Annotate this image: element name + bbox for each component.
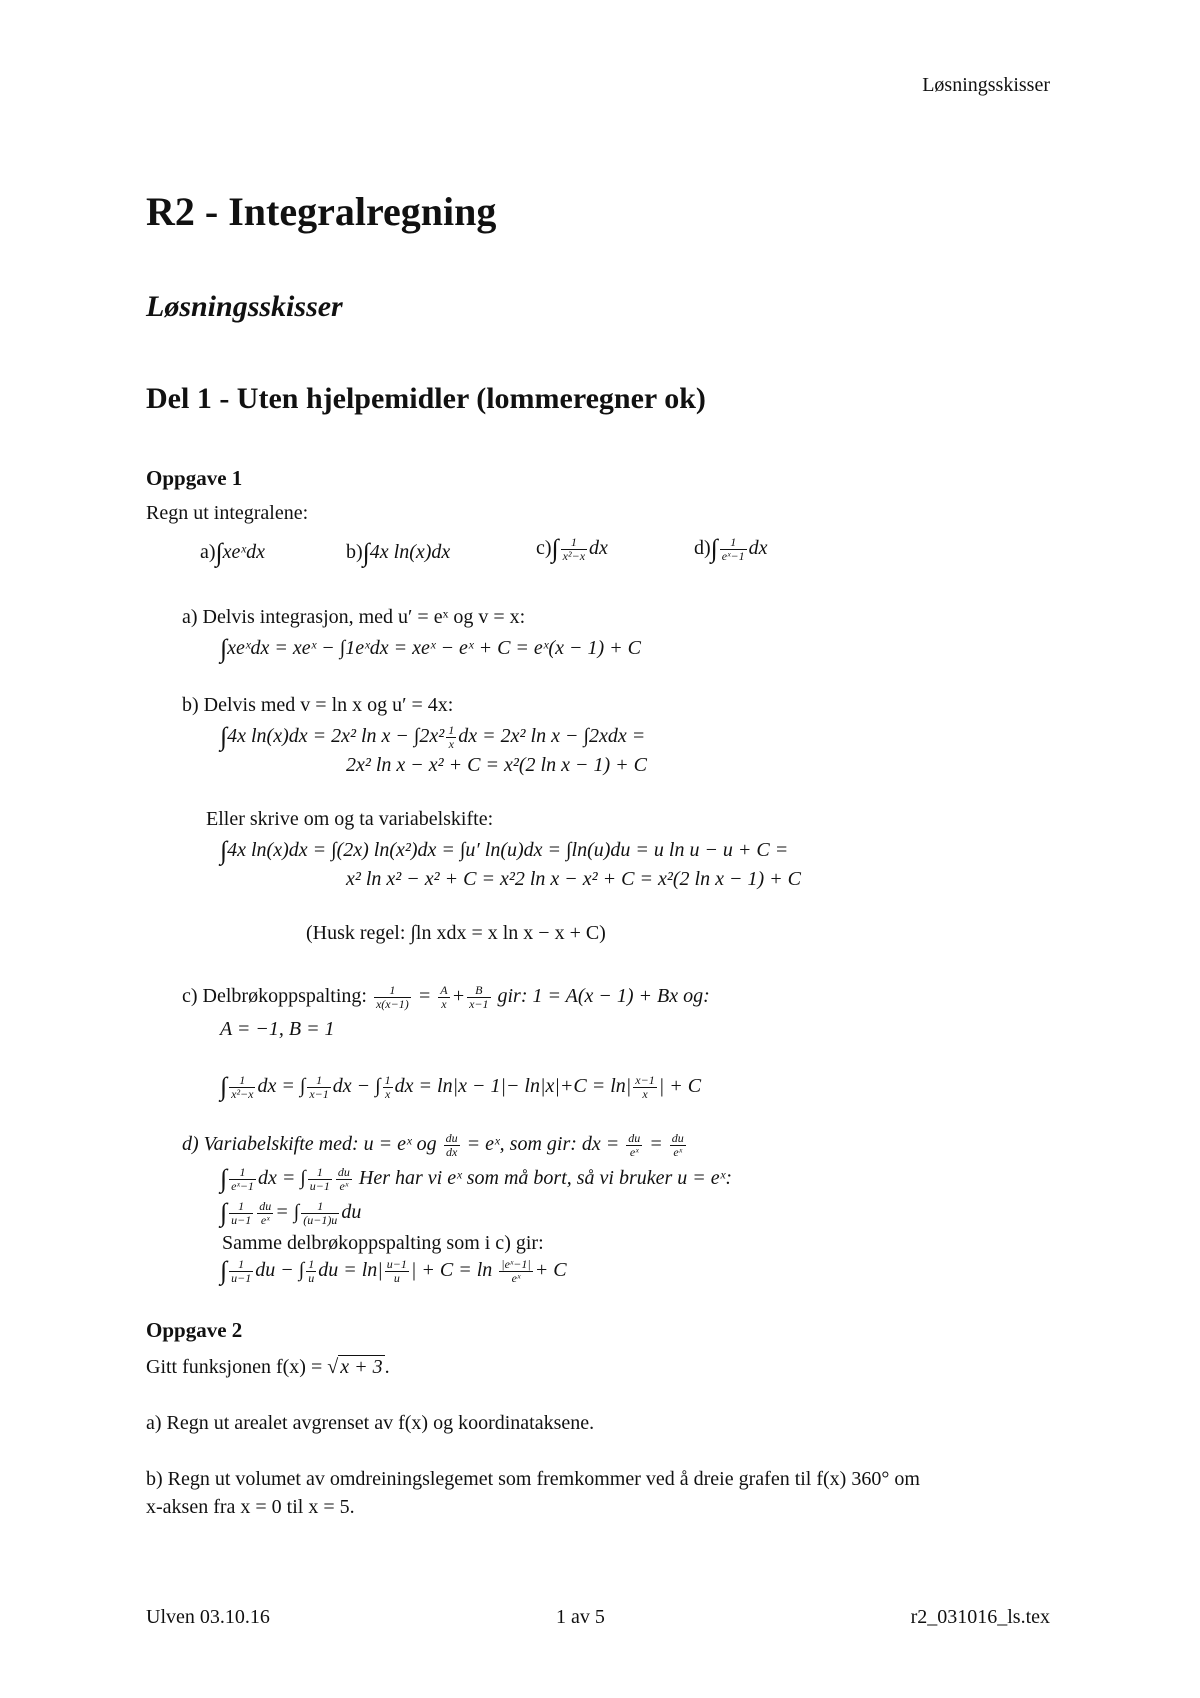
solution-a-line1: ∫xeˣdx = xeˣ − ∫1eˣdx = xeˣ − eˣ + C = eˣ(x − 1) + C xyxy=(220,634,641,663)
task2-intro: Gitt funksjonen f(x) = √ x + 3 . xyxy=(146,1356,390,1378)
solution-c-line1: ∫ $\frac{1}{\text{x²−x}}$ dx = ∫ $\frac{1}{x-1}$ dx − ∫ $\frac{1}{x}$ dx = ln|x − 1|− ln|x|+C = ln| $\frac{x-1}{x}$ | + C xyxy=(220,1072,702,1101)
solution-d-line2: ∫ $\frac{1}{u-1}$ $\frac{du}{\text{eˣ}}$ = ∫ $\frac{1}{(u-1)u}$ du xyxy=(220,1198,362,1227)
task1-intro: Regn ut integralene: xyxy=(146,502,309,524)
solution-d-text: d) Variabelskifte med: u = eˣ og $\frac{du}{dx}$ = eˣ, som gir: dx = $\frac{du}{\text{eˣ}}$ = $\frac{du}{\text{eˣ}}$ xyxy=(182,1131,684,1159)
solution-d-line3: Samme delbrøkoppspalting som i c) gir: xyxy=(222,1232,544,1254)
footer-page-number: 1 av 5 xyxy=(556,1606,605,1628)
task1-item-c: c)∫ $\frac{1}{\text{x²−x}}$ dx xyxy=(536,534,608,563)
solution-b-line1: ∫4x ln(x)dx = 2x² ln x − ∫2x² $\frac{1}{x}$ dx = 2x² ln x − ∫2xdx = xyxy=(220,722,646,751)
solution-c-text: c) Delbrøkoppspalting: $\frac{1}{x(x-1)}$ = $\frac{A}{x}$ + $\frac{B}{x-1}$ gir: 1 = A(x − 1) + Bx og: xyxy=(182,983,710,1011)
solution-b-text: b) Delvis med v = ln x og u′ = 4x: xyxy=(182,694,454,716)
task2-heading: Oppgave 2 xyxy=(146,1318,243,1342)
task2-a: a) Regn ut arealet avgrenset av f(x) og koordinataksene. xyxy=(146,1412,595,1434)
task2-b-line2: x-aksen fra x = 0 til x = 5. xyxy=(146,1496,355,1518)
solution-b-alt-line2: x² ln x² − x² + C = x²2 ln x − x² + C = x²(2 ln x − 1) + C xyxy=(346,868,801,890)
solution-d-line1: ∫ $\frac{1}{\text{eˣ−1}}$ dx = ∫ $\frac{1}{u-1}$ $\frac{du}{\text{eˣ}}$ Her har vi eˣ som må bort, så vi bruker u = eˣ: xyxy=(220,1164,732,1193)
solution-c-constants: A = −1, B = 1 xyxy=(220,1018,335,1040)
solution-b-rule: (Husk regel: ∫ln xdx = x ln x − x + C) xyxy=(306,922,606,944)
task1-item-d: d)∫ $\frac{1}{\text{eˣ−1}}$ dx xyxy=(694,534,768,563)
task2-b-line1: b) Regn ut volumet av omdreiningslegemet som fremkommer ved å dreie grafen til f(x) 360° om xyxy=(146,1468,920,1490)
task1-heading: Oppgave 1 xyxy=(146,466,243,490)
section-heading: Del 1 - Uten hjelpemidler (lommeregner ok) xyxy=(146,382,706,415)
solution-b-line2: 2x² ln x − x² + C = x²(2 ln x − 1) + C xyxy=(346,754,647,776)
solution-b-alt-text: Eller skrive om og ta variabelskifte: xyxy=(206,808,494,830)
solution-b-alt-line1: ∫4x ln(x)dx = ∫(2x) ln(x²)dx = ∫u′ ln(u)dx = ∫ln(u)du = u ln u − u + C = xyxy=(220,836,789,865)
task1-item-a: a)∫xeˣdx xyxy=(200,538,265,567)
solution-a-text: a) Delvis integrasjon, med u′ = eˣ og v = x: xyxy=(182,606,526,628)
footer-author-date: Ulven 03.10.16 xyxy=(146,1606,270,1628)
task1-item-b: b)∫4x ln(x)dx xyxy=(346,538,451,567)
document-subtitle: Løsningsskisser xyxy=(146,290,343,323)
solution-d-line4: ∫ $\frac{1}{u-1}$ du − ∫ $\frac{1}{u}$ du = ln| $\frac{u-1}{u}$ | + C = ln $\frac{\text{|eˣ−1|}}{\text{eˣ}}$ + C xyxy=(220,1256,567,1285)
running-header: Løsningsskisser xyxy=(922,74,1050,96)
footer-filename: r2_031016_ls.tex xyxy=(910,1606,1050,1628)
document-title: R2 - Integralregning xyxy=(146,189,497,234)
